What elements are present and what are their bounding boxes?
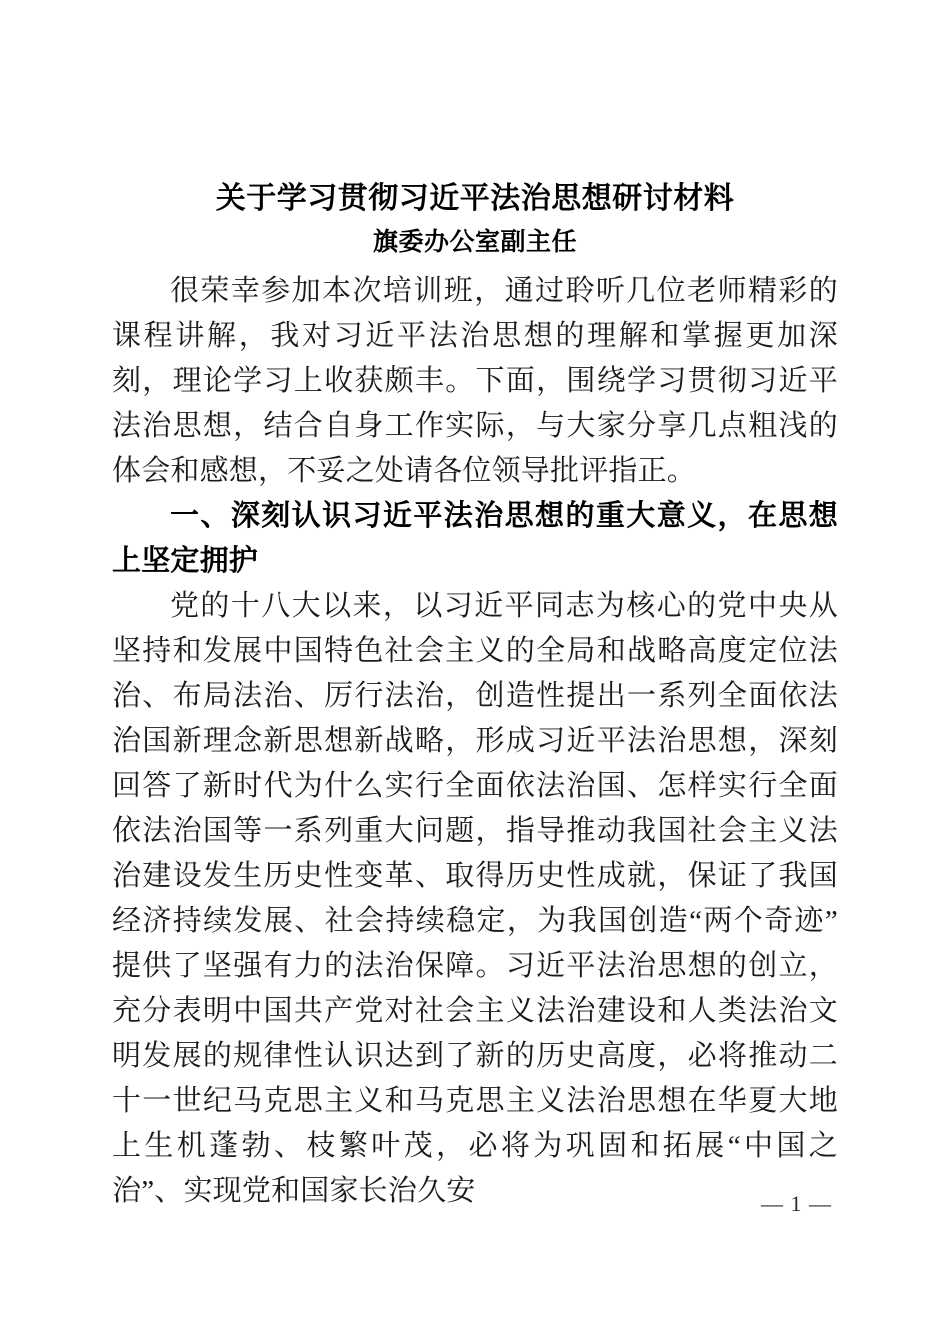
section-one-paragraph: 党的十八大以来，以习近平同志为核心的党中央从坚持和发展中国特色社会主义的全局和战略高度定位法治、布局法治、厉行法治，创造性提出一系列全面依法治国新理念新思想新战略，形成习近平法治思想，深刻回答了新时代为什么实行全面依法治国、怎样实行全面依法治国等一系列重大问题，指导推动我国社会主义法治建设发生历史性变革、取得历史性成就，保证了我国经济持续发展、社会持续稳定，为我国创造“两个奇迹”提供了坚强有力的法治保障。习近平法治思想的创立，充分表明中国共产党对社会主义法治建设和人类法治文明发展的规律性认识达到了新的历史高度，必将推动二十一世纪马克思主义和马克思主义法治思想在华夏大地上生机蓬勃、枝繁叶茂，必将为巩固和拓展“中国之治”、实现党和国家长治久安 — [112, 590, 838, 1207]
document-body — [112, 176, 838, 1214]
page-footer — [112, 1190, 838, 1218]
intro-paragraph: 很荣幸参加本次培训班，通过聆听几位老师精彩的课程讲解，我对习近平法治思想的理解和掌握更加深刻，理论学习上收获颇丰。下面，围绕学习贯彻习近平法治思想，结合自身工作实际，与大家分享几点粗浅的体会和感想，不妥之处请各位领导批评指正。 — [112, 275, 838, 487]
page-number: — 1 — — [761, 1191, 832, 1216]
document-subtitle: 旗委办公室副主任 — [372, 229, 577, 256]
page-title: 关于学习贯彻习近平法治思想研讨材料 — [215, 182, 735, 215]
section-heading-one: 一、深刻认识习近平法治思想的重大意义，在思想上坚定拥护 — [112, 500, 838, 577]
